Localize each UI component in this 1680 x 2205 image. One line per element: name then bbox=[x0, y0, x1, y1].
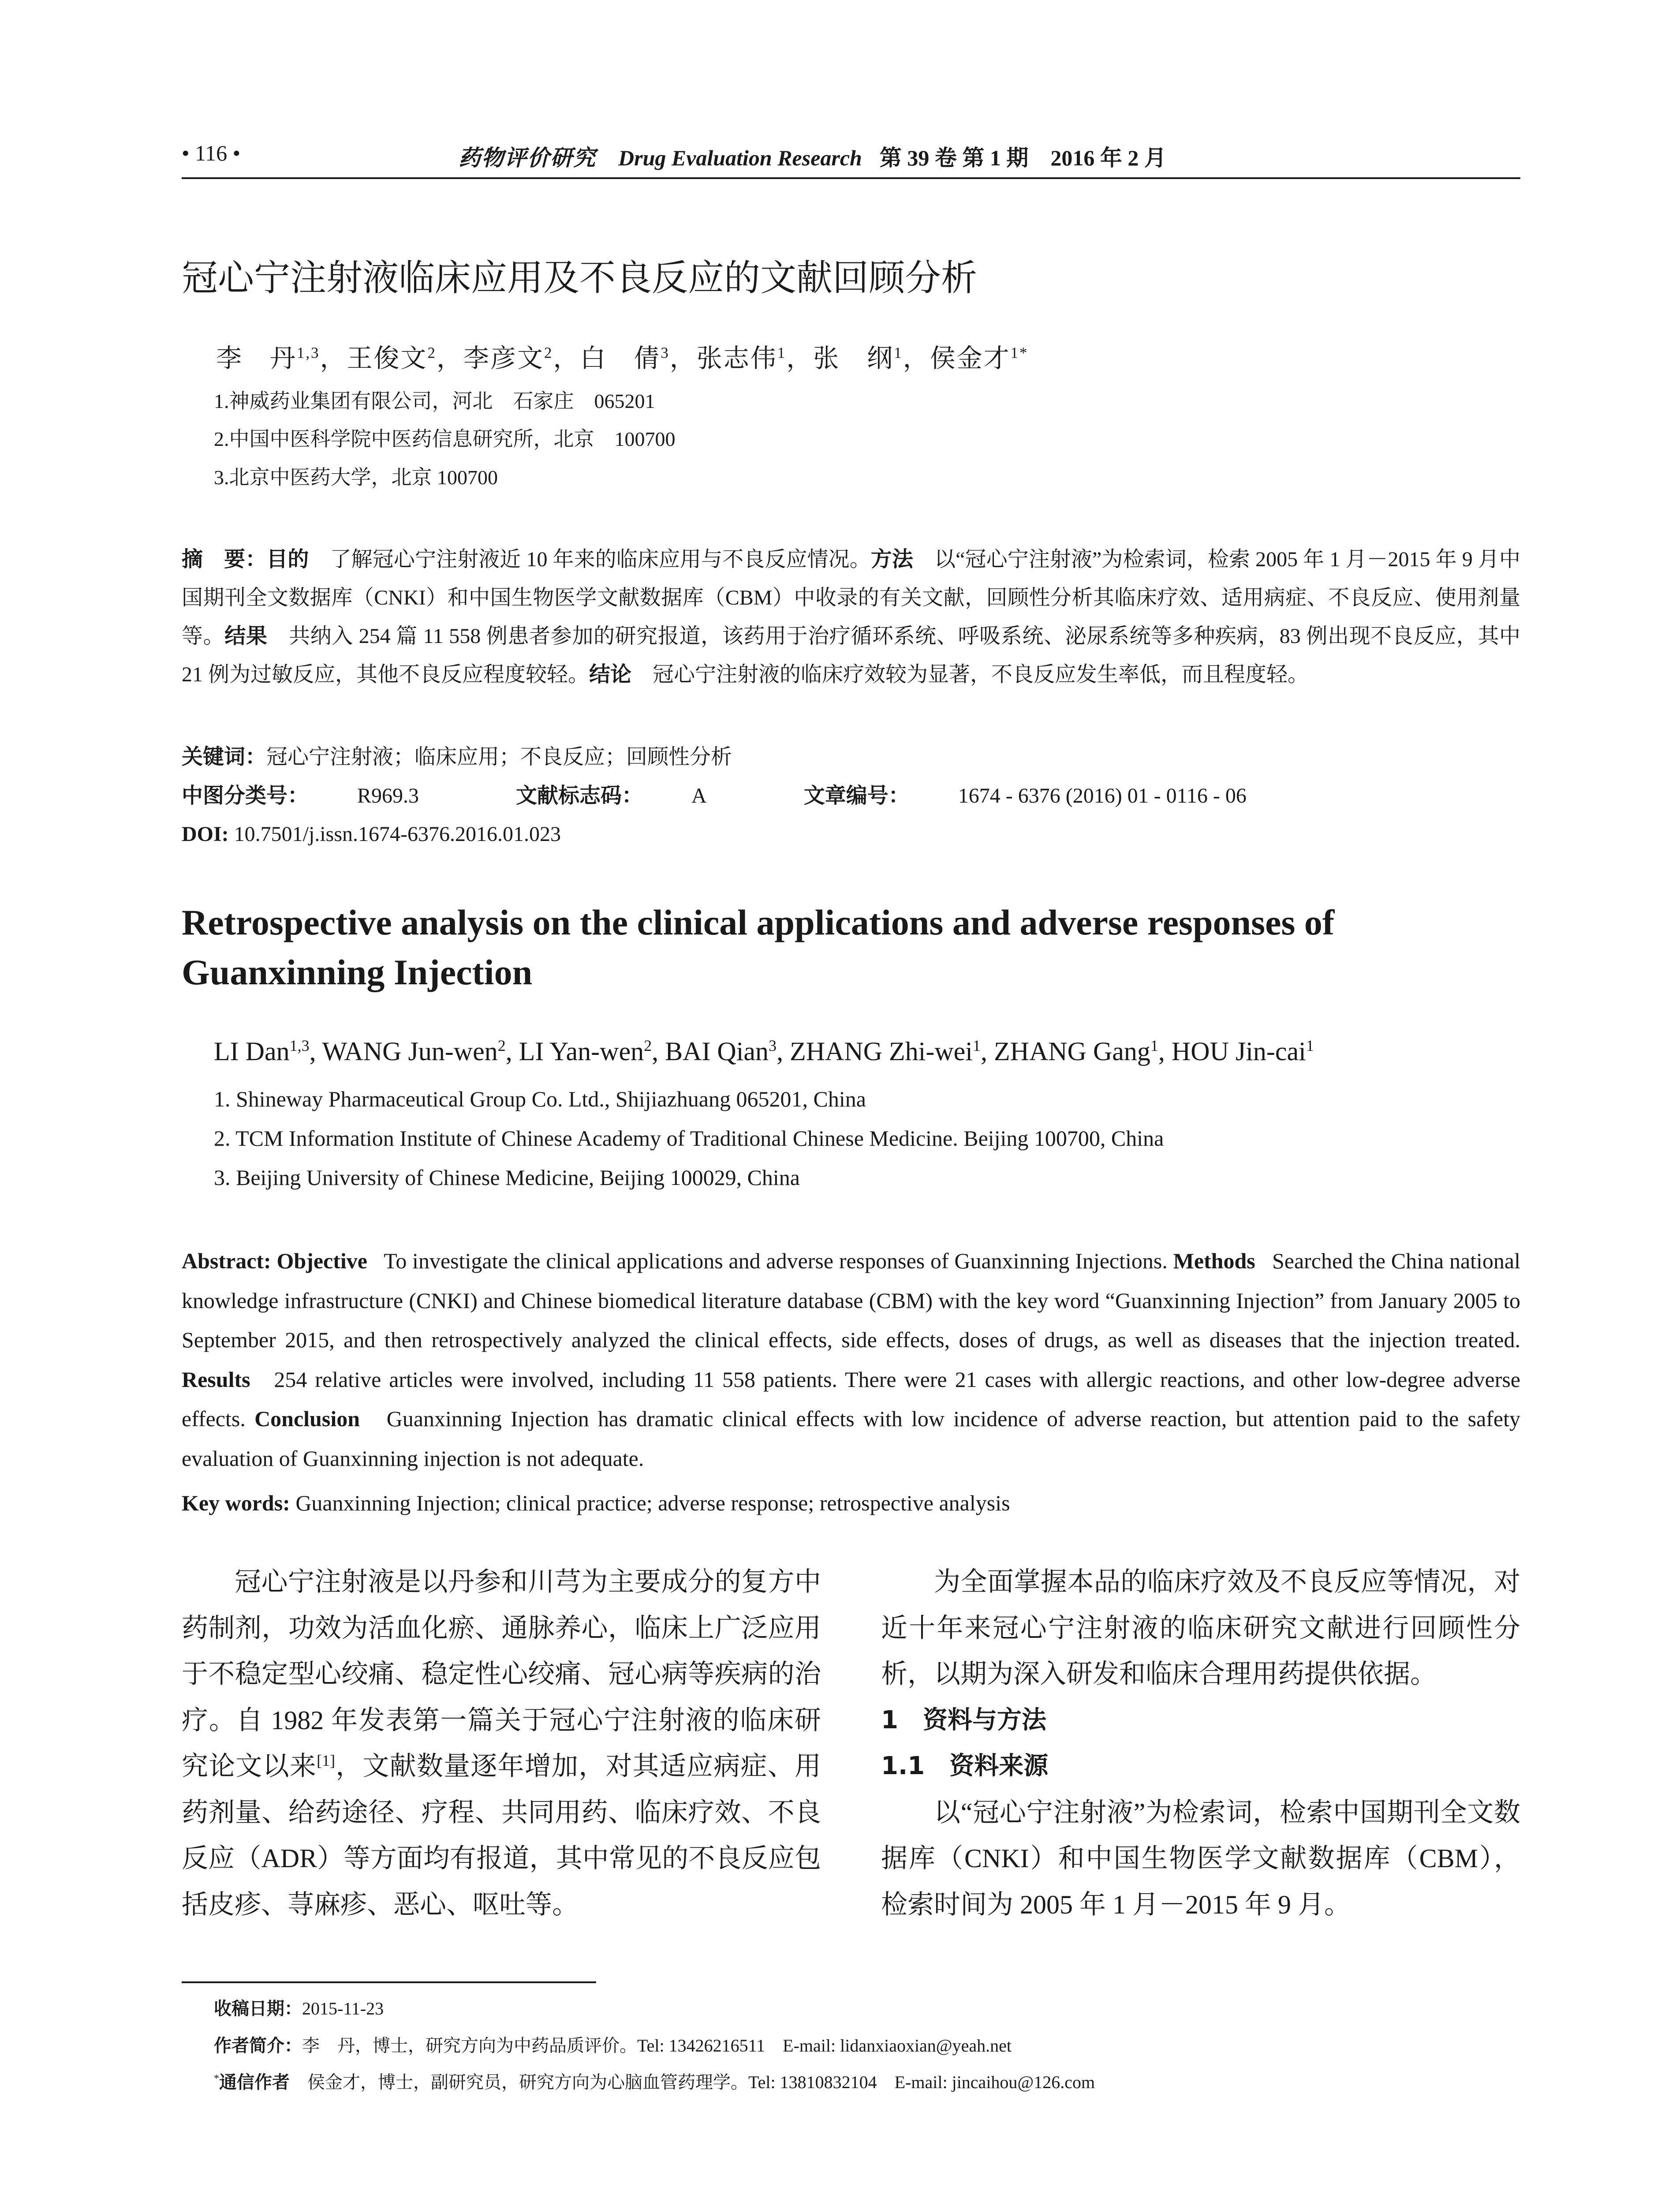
footnote-rule bbox=[182, 1981, 596, 1983]
footnote-author bbox=[214, 2032, 1012, 2057]
en-title: Retrospective analysis on the clinical applications and adverse responses of Guanxinning Injection bbox=[182, 902, 1335, 992]
cn-results-label: 结果 bbox=[224, 624, 268, 648]
doi bbox=[182, 815, 1520, 853]
cn-results: 共纳入 254 篇 11 558 例患者参加的研究报道，该药用于治疗循环系统、呼吸系统、泌尿系统等多种疾病，83 例出现不良反应，其中 21 例为过敏反应，其他不良反应程度较轻。 bbox=[182, 624, 1520, 686]
en-objective: To investigate the clinical applications and adverse responses of Guanxinning Injections. bbox=[367, 1248, 1173, 1273]
cn-keywords bbox=[182, 738, 1520, 776]
article-no-label: 文章编号： bbox=[803, 783, 910, 808]
cn-methods: 以“冠心宁注射液”为检索词，检索 2005 年 1 月－2015 年 9 月中国期刊全文数据库（CNKI）和中国生物医学文献数据库（CBM）中收录的有关文献，回顾性分析其临床疗效、适用病症、不良反应、使用剂量等。 bbox=[182, 548, 1520, 648]
cn-affiliation-2: 2.中国中医科学院中医药信息研究所，北京 100700 bbox=[214, 428, 676, 450]
en-results-label: Results bbox=[182, 1367, 250, 1392]
en-keywords bbox=[182, 1484, 1520, 1522]
journal-header bbox=[459, 140, 1166, 172]
cn-methods-label: 方法 bbox=[870, 547, 913, 572]
article-no-value: 1674 - 6376 (2016) 01 - 0116 - 06 bbox=[958, 784, 1247, 807]
en-keywords-label: Key words: bbox=[182, 1491, 290, 1515]
body-right-column bbox=[881, 1559, 1520, 1928]
en-objective-label: Objective bbox=[276, 1248, 367, 1273]
received-date: 2015-11-23 bbox=[302, 1999, 384, 2018]
body-left-column bbox=[182, 1559, 821, 1928]
header-rule bbox=[182, 177, 1520, 179]
cls-label: 中图分类号： bbox=[182, 783, 309, 808]
en-affiliation-3: 3. Beijing University of Chinese Medicine, Beijing 100029, China bbox=[214, 1165, 800, 1190]
cn-abstract-label: 摘 要： bbox=[182, 547, 267, 572]
intro-text: 冠心宁注射液是以丹参和川芎为主要成分的复方中药制剂，功效为活血化瘀、通脉养心，临床上广泛应用于不稳定型心绞痛、稳定性心绞痛、冠心病等疾病的治疗。自 1982 年发表第一篇关于冠心宁注射液的临床研究论文以来 bbox=[182, 1567, 821, 1781]
cn-conclusion: 冠心宁注射液的临床疗效较为显著，不良反应发生率低，而且程度轻。 bbox=[631, 663, 1309, 686]
doi-value: 10.7501/j.issn.1674-6376.2016.01.023 bbox=[228, 822, 561, 846]
cn-conclusion-label: 结论 bbox=[589, 662, 632, 687]
cn-keywords-label: 关键词： bbox=[182, 744, 267, 769]
en-conclusion: Guanxinning Injection has dramatic clinical effects with low incidence of adverse reaction, but attention paid to the safety evaluation of Guanxinning injection is not adequate. bbox=[182, 1406, 1526, 1471]
corr-label: 通信作者 bbox=[219, 2072, 290, 2093]
corr-mark: * bbox=[214, 2073, 219, 2085]
en-abstract bbox=[182, 1241, 1526, 1478]
received-label: 收稿日期： bbox=[214, 1999, 302, 2019]
journal-issue: 第 39 卷 第 1 期 2016 年 2 月 bbox=[879, 146, 1166, 170]
body-paragraph-source: 以“冠心宁注射液”为检索词，检索中国期刊全文数据库（CNKI）和中国生物医学文献数据库（CBM），检索时间为 2005 年 1 月－2015 年 9 月。 bbox=[881, 1798, 1520, 1919]
en-abstract-label: Abstract: bbox=[182, 1248, 277, 1273]
cn-affiliation-3: 3.北京中医药大学，北京 100700 bbox=[214, 466, 498, 489]
cn-objective-label: 目的 bbox=[266, 547, 309, 572]
footnote-received bbox=[214, 1995, 384, 2020]
en-affiliation-1: 1. Shineway Pharmaceutical Group Co. Ltd., Shijiazhuang 065201, China bbox=[214, 1087, 866, 1111]
section-heading-1: 1 资料与方法 bbox=[881, 1705, 1046, 1734]
corr-info: 侯金才，博士，副研究员，研究方向为心脑血管药理学。Tel: 13810832104 E-mail: jincaihou@126.com bbox=[290, 2072, 1095, 2092]
citation-1[interactable]: [1] bbox=[317, 1752, 336, 1769]
cn-objective: 了解冠心宁注射液近 10 年来的临床应用与不良反应情况。 bbox=[309, 548, 871, 571]
footnote-corresponding bbox=[214, 2068, 1095, 2093]
author-label: 作者简介： bbox=[214, 2036, 302, 2056]
en-methods: Searched the China national knowledge infrastructure (CNKI) and Chinese biomedical literature database (CBM) with the key word “Guanxinning Injection” from January 2005 to September 2015, and then retrospectively analyzed the clinical effects, side effects, doses of drugs, as well as diseases that the injection treated. bbox=[182, 1248, 1526, 1352]
body-paragraph-intro bbox=[182, 1559, 821, 1928]
cn-classification bbox=[182, 777, 1520, 815]
page-number: • 116 • bbox=[182, 141, 241, 165]
intro-text-rest: ，文献数量逐年增加，对其适应病症、用药剂量、给药途径、疗程、共同用药、临床疗效、不良反应（ADR）等方面均有报道，其中常见的不良反应包括皮疹、荨麻疹、恶心、呕吐等。 bbox=[182, 1752, 821, 1919]
cn-keywords-text: 冠心宁注射液；临床应用；不良反应；回顾性分析 bbox=[266, 745, 732, 769]
cn-affiliation-1: 1.神威药业集团有限公司，河北 石家庄 065201 bbox=[214, 390, 655, 412]
en-affiliation-2: 2. TCM Information Institute of Chinese Academy of Traditional Chinese Medicine. Beijing 100700, China bbox=[214, 1126, 1164, 1151]
journal-logo: 药物评价研究 bbox=[459, 145, 596, 171]
author-info: 李 丹，博士，研究方向为中药品质评价。Tel: 13426216511 E-mail: lidanxiaoxian@yeah.net bbox=[302, 2036, 1012, 2056]
cn-abstract bbox=[182, 540, 1520, 694]
doc-code-value: A bbox=[691, 784, 707, 807]
section-heading-1-1: 1.1 资料来源 bbox=[881, 1752, 1049, 1780]
cn-title: 冠心宁注射液临床应用及不良反应的文献回顾分析 bbox=[182, 257, 978, 299]
en-methods-label: Methods bbox=[1173, 1248, 1255, 1273]
en-keywords-text: Guanxinning Injection; clinical practice; adverse response; retrospective analysis bbox=[290, 1491, 1010, 1515]
cls-value: R969.3 bbox=[357, 784, 419, 807]
cn-authors: 李 丹$^{1,3}$，王俊文$^2$，李彦文$^2$，白 倩$^3$，张志伟$^1$，张 纲$^1$，侯金才$^{1*}$ bbox=[216, 344, 1029, 373]
doc-code-label: 文献标志码： bbox=[516, 783, 643, 808]
en-results: 254 relative articles were involved, including 11 558 patients. There were 21 cases with allergic reactions, and other low-degree adverse effects. bbox=[182, 1367, 1526, 1431]
en-authors: LI Dan$^{1,3}$, WANG Jun-wen$^2$, LI Yan-wen$^2$, BAI Qian$^3$, ZHANG Zhi-wei$^1$, ZHANG Gang$^1$, HOU Jin-cai$^1$ bbox=[214, 1037, 1314, 1066]
journal-name-en: Drug Evaluation Research bbox=[618, 146, 862, 170]
en-conclusion-label: Conclusion bbox=[254, 1406, 360, 1431]
doi-label: DOI: bbox=[182, 822, 229, 846]
body-paragraph-purpose: 为全面掌握本品的临床疗效及不良反应等情况，对近十年来冠心宁注射液的临床研究文献进行回顾性分析，以期为深入研发和临床合理用药提供依据。 bbox=[881, 1567, 1520, 1689]
